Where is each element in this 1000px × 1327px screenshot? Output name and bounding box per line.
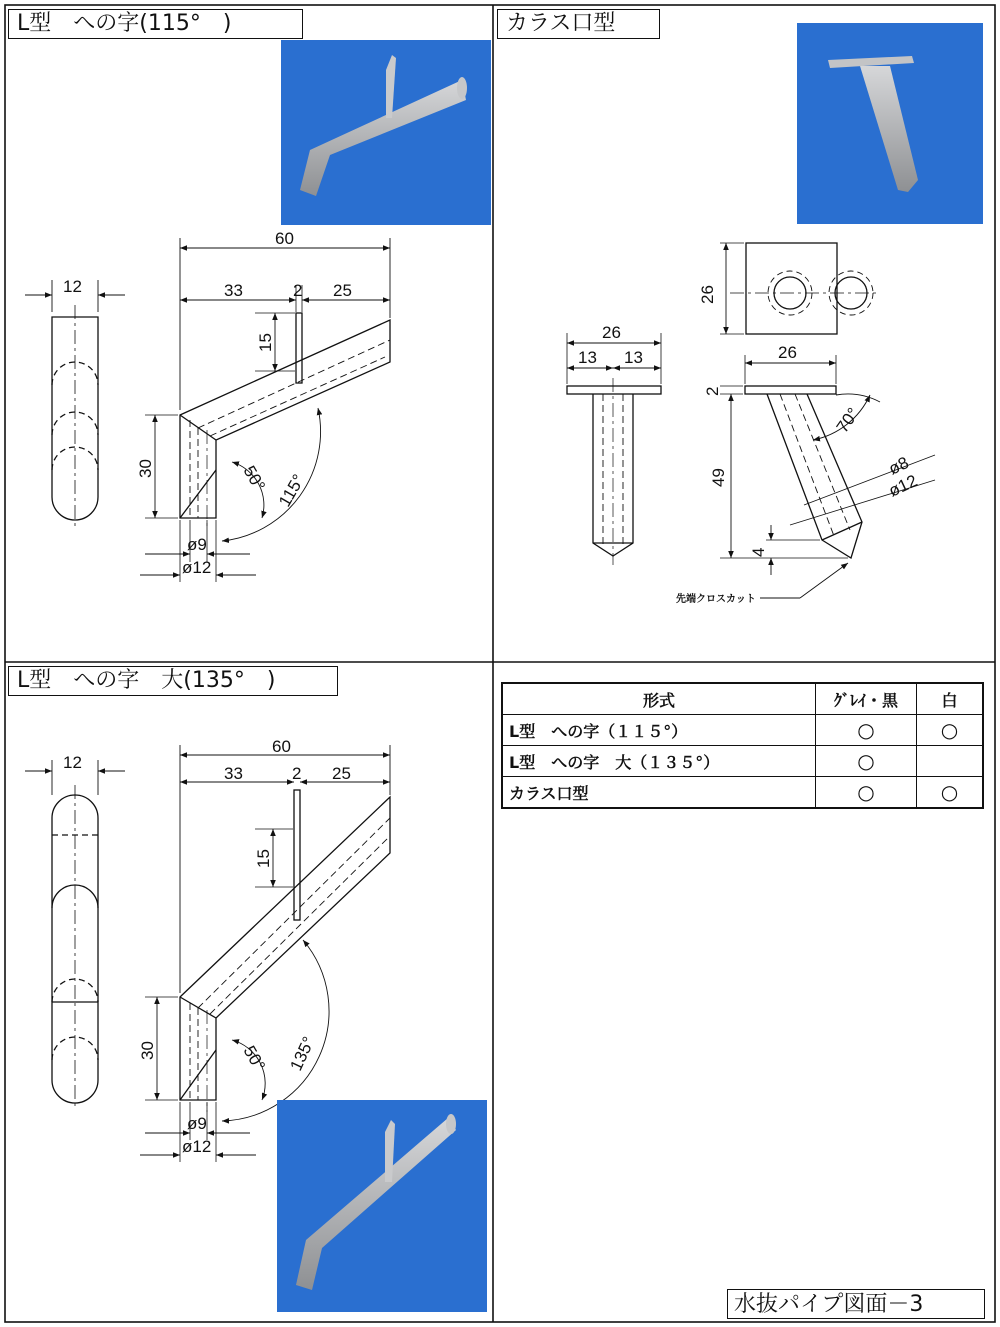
sheet-footer-title: 水抜パイプ図面－3 [727,1289,985,1319]
cell-white: ○ [917,715,984,746]
dim-inner-karasu: ø8 [885,453,912,479]
dim-c-115: 25 [333,281,352,300]
dim-half-r-karasu: 13 [624,348,643,367]
spec-table-header [502,683,983,715]
title-l-type-115: L型 への字(115° ) [8,9,303,39]
dim-a-135: 33 [224,764,243,783]
dim-height-135: 30 [138,1041,157,1060]
photo-karasuguchi [797,23,983,224]
header-white: 白 [917,683,984,715]
dim-width-side-135: 12 [63,753,82,772]
front-view-115 [140,238,390,582]
header-model: 形式 [502,683,816,715]
angle-karasu: 70° [832,404,864,437]
angle-cut-115: 50° [239,462,269,495]
angle-bend-135: 135° [286,1033,319,1074]
dim-fin-115: 15 [256,333,275,352]
cell-model: L型 への字 大（１３５°） [502,746,816,777]
spec-table [501,682,984,809]
dim-outer-115: ø12 [182,558,212,577]
cell-model: カラス口型 [502,777,816,809]
front-view-karasu [567,333,661,565]
dim-plate-side-w-karasu: 26 [778,343,797,362]
table-row [502,746,983,777]
dim-height-115: 30 [136,459,155,478]
dim-plate-w-karasu: 26 [602,323,621,342]
note-tip-crosscut: 先端クロスカット [676,594,756,605]
dim-len-karasu: 49 [709,468,728,487]
drawing-l-type-135 [25,745,390,1162]
dim-inner-135: ø9 [187,1114,207,1133]
table-row [502,715,983,746]
dim-c-135: 25 [332,764,351,783]
dim-half-l-karasu: 13 [578,348,597,367]
photo-l-type-115 [281,40,491,225]
dim-outer-135: ø12 [182,1137,212,1156]
angle-cut-135: 50° [239,1042,269,1075]
title-karasuguchi: カラス口型 [497,9,660,39]
dim-inner-115: ø9 [187,535,207,554]
table-row [502,777,983,809]
photo-l-type-135 [277,1100,487,1312]
cell-gray-black: ○ [816,715,917,746]
side-view-135 [25,760,125,1110]
dim-outer-karasu: ø12 [885,471,921,501]
title-l-type-135: L型 への字 大(135° ) [8,666,338,696]
side-view-115 [25,280,125,530]
header-gray-black: ｸﾞﾚｲ・黒 [816,683,917,715]
top-view-karasu [720,243,880,334]
dim-width-side-115: 12 [63,277,82,296]
dim-tip-karasu: 4 [749,547,768,557]
dim-b-135: 2 [292,764,302,783]
dim-fin-135: 15 [254,849,273,868]
dim-b-115: 2 [293,281,303,300]
dim-top-h-karasu: 26 [698,285,717,304]
cell-gray-black: ○ [816,746,917,777]
dim-plate-t-karasu: 2 [703,386,722,396]
cell-white: ○ [917,777,984,809]
cell-model: L型 への字（１１５°） [502,715,816,746]
dim-a-115: 33 [224,281,243,300]
drawing-karasuguchi [567,243,935,598]
angle-bend-115: 115° [275,471,309,510]
dim-total-115: 60 [275,229,294,248]
cell-white [917,746,984,777]
dim-total-135: 60 [272,737,291,756]
front-view-135 [140,745,390,1162]
cell-gray-black: ○ [816,777,917,809]
